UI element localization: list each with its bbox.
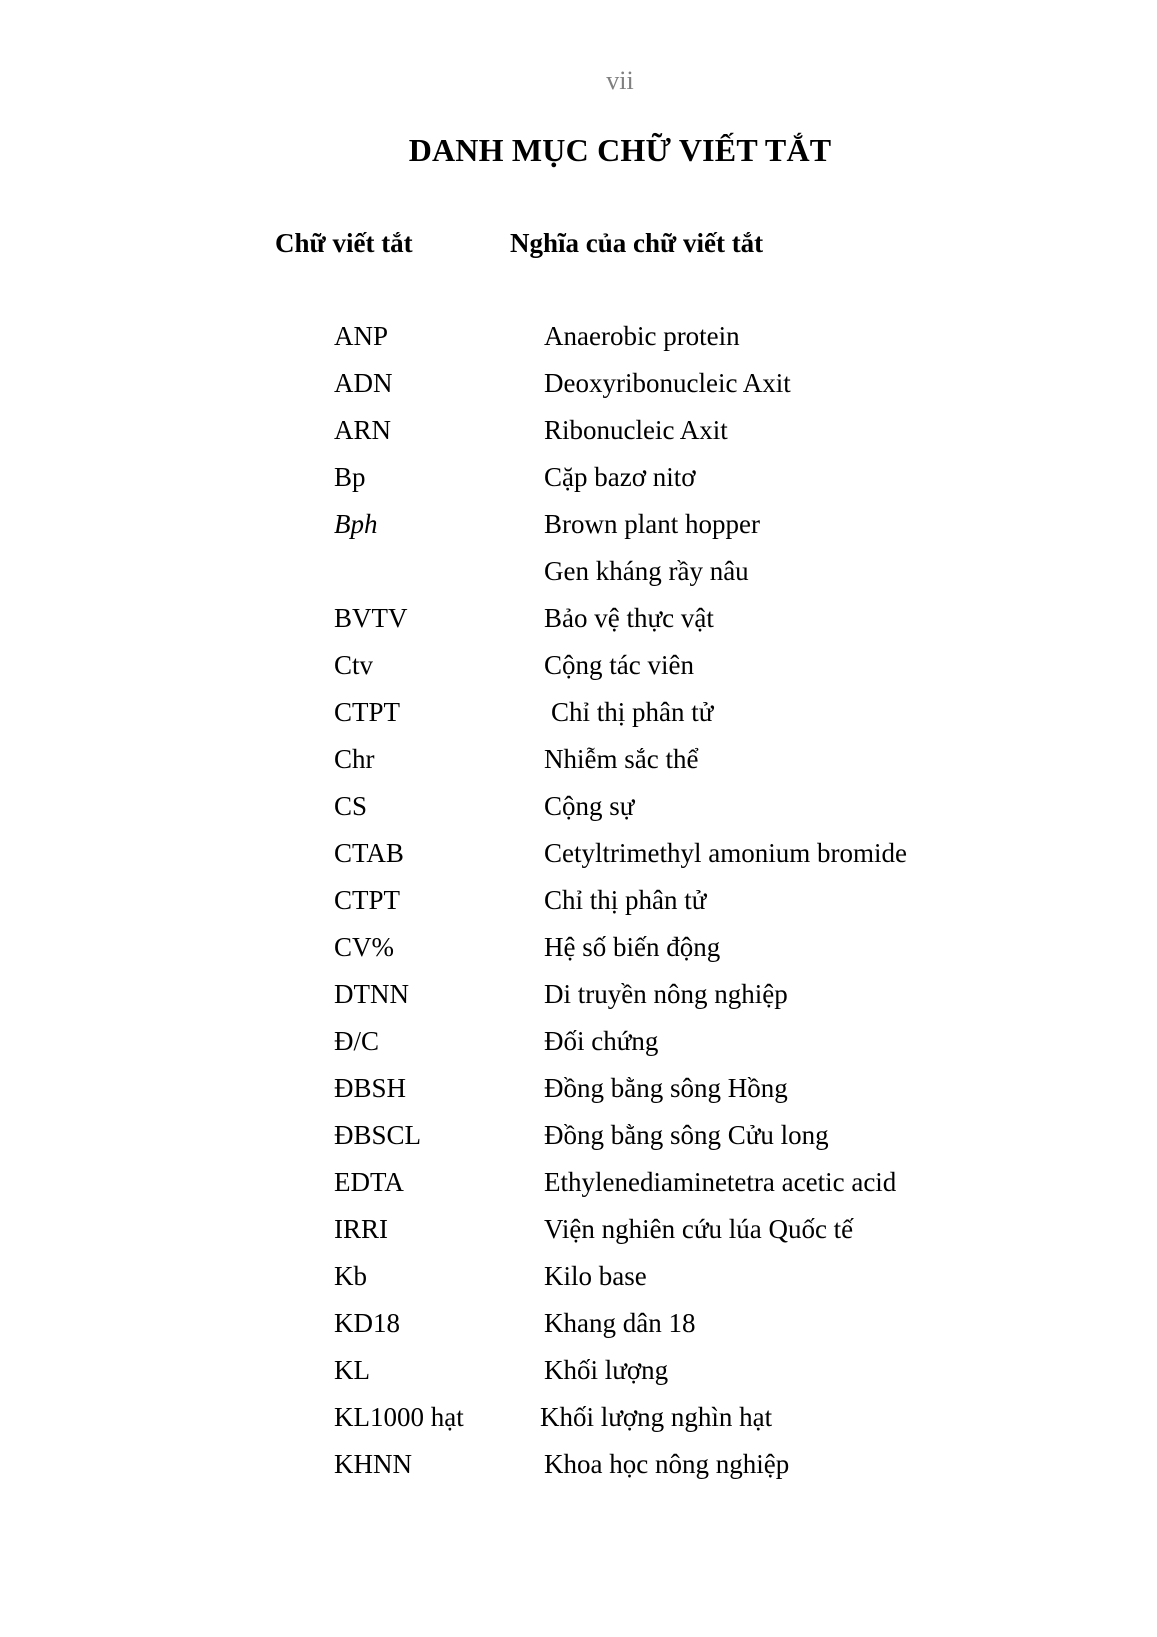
list-item (0, 694, 1157, 741)
abbreviation: EDTA (334, 1167, 404, 1197)
meaning: Đồng bằng sông Hồng (544, 1073, 788, 1103)
meaning: Khang dân 18 (544, 1308, 696, 1338)
abbreviation: ĐBSH (334, 1073, 407, 1103)
abbreviation: Bp (334, 462, 366, 492)
abbreviation: Chr (334, 744, 375, 774)
abbreviation: KL (334, 1355, 370, 1385)
abbreviation: ĐBSCL (334, 1120, 422, 1150)
list-item (0, 976, 1157, 1023)
list-item (0, 1023, 1157, 1070)
abbreviation: CV% (334, 932, 394, 962)
list-item (0, 788, 1157, 835)
list-item (0, 1446, 1157, 1493)
meaning: Cộng tác viên (544, 650, 694, 680)
page-number: vii (606, 66, 634, 95)
meaning: Brown plant hopper (544, 509, 760, 539)
list-item (0, 929, 1157, 976)
list-item (0, 835, 1157, 882)
header-abbreviation: Chữ viết tắt (275, 228, 413, 258)
abbreviation: DTNN (334, 979, 409, 1009)
abbreviation: Đ/C (334, 1026, 380, 1056)
list-item (0, 647, 1157, 694)
abbreviation: BVTV (334, 603, 408, 633)
abbreviation: KD18 (334, 1308, 400, 1338)
abbreviation-list (0, 318, 1157, 1493)
abbreviation: ARN (334, 415, 392, 445)
abbreviation: CTAB (334, 838, 404, 868)
abbreviation: KL1000 hạt (334, 1402, 464, 1432)
list-item (0, 1164, 1157, 1211)
meaning: Đồng bằng sông Cửu long (544, 1120, 829, 1150)
meaning: Bảo vệ thực vật (544, 603, 714, 633)
abbreviation: CTPT (334, 697, 401, 727)
list-item (0, 1070, 1157, 1117)
list-item (0, 1352, 1157, 1399)
meaning: Di truyền nông nghiệp (544, 979, 788, 1009)
meaning: Cặp bazơ nitơ (544, 462, 696, 492)
list-item (0, 365, 1157, 412)
meaning: Cetyltrimethyl amonium bromide (544, 838, 907, 868)
abbreviation: KHNN (334, 1449, 412, 1479)
page-title: DANH MỤC CHỮ VIẾT TẮT (408, 132, 832, 168)
list-item (0, 882, 1157, 929)
meaning: Nhiễm sắc thể (544, 744, 699, 774)
meaning: Kilo base (544, 1261, 647, 1291)
list-item (0, 600, 1157, 647)
meaning: Gen kháng rầy nâu (544, 556, 749, 586)
list-item (0, 459, 1157, 506)
meaning: Ribonucleic Axit (544, 415, 728, 445)
meaning: Ethylenediaminetetra acetic acid (544, 1167, 897, 1197)
abbreviation: ANP (334, 321, 389, 351)
meaning: Khối lượng nghìn hạt (540, 1402, 773, 1432)
list-item (0, 553, 1157, 600)
meaning: Khoa học nông nghiệp (544, 1449, 790, 1479)
list-item (0, 1258, 1157, 1305)
list-item (0, 1117, 1157, 1164)
meaning: Cộng sự (544, 791, 635, 821)
meaning: Anaerobic protein (544, 321, 740, 351)
abbreviation: Ctv (334, 650, 374, 680)
abbreviation: Bph (334, 509, 378, 539)
abbreviation: CTPT (334, 885, 401, 915)
abbreviation: ADN (334, 368, 393, 398)
list-item (0, 1399, 1157, 1446)
abbreviation: Kb (334, 1261, 367, 1291)
meaning: Chỉ thị phân tử (551, 697, 714, 727)
list-item (0, 1211, 1157, 1258)
meaning: Deoxyribonucleic Axit (544, 368, 791, 398)
meaning: Chỉ thị phân tử (544, 885, 707, 915)
meaning: Khối lượng (544, 1355, 669, 1385)
header-meaning: Nghĩa của chữ viết tắt (510, 228, 764, 258)
meaning: Viện nghiên cứu lúa Quốc tế (544, 1214, 854, 1244)
meaning: Hệ số biến động (544, 932, 721, 962)
list-item (0, 741, 1157, 788)
list-item (0, 1305, 1157, 1352)
abbreviation: IRRI (334, 1214, 388, 1244)
list-item (0, 506, 1157, 553)
list-item (0, 412, 1157, 459)
list-item (0, 318, 1157, 365)
meaning: Đối chứng (544, 1026, 659, 1056)
abbreviation: CS (334, 791, 368, 821)
